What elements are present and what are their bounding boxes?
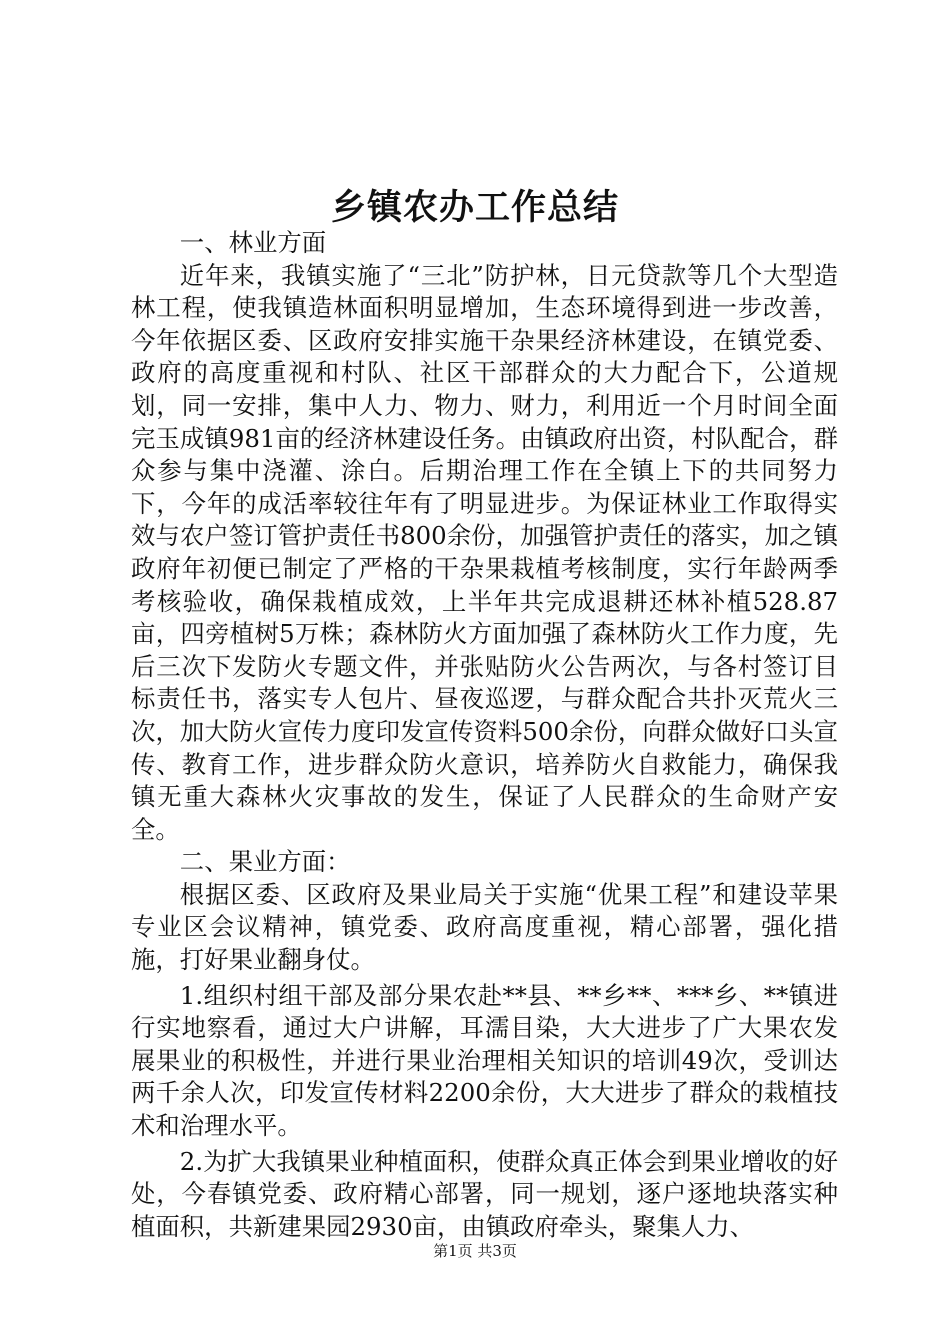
document-body: [131, 227, 838, 1243]
paragraph-fruit-item-1: 1.组织村组干部及部分果农赴**县、**乡**、***乡、**镇进行实地察看，通过大户讲解，耳濡目染，大大进步了广大果农发展果业的积极性，并进行果业治理相关知识的培训49次，受训达两千余人次，印发宣传材料2200余份，大大进步了群众的栽植技术和治理水平。: [131, 980, 838, 1141]
paragraph-fruit-intro: 根据区委、区政府及果业局关于实施“优果工程”和建设苹果专业区会议精神，镇党委、政府高度重视，精心部署，强化措施，打好果业翻身仗。: [131, 879, 838, 975]
paragraph-fruit-item-2: 2.为扩大我镇果业种植面积，使群众真正体会到果业增收的好处，今春镇党委、政府精心部署，同一规划，逐户逐地块落实种植面积，共新建果园2930亩，由镇政府牵头，聚集人力、: [131, 1146, 838, 1241]
section-heading-fruit: 二、果业方面：: [179, 847, 351, 877]
paragraph-forestry-summary: 近年来，我镇实施了“三北”防护林，日元贷款等几个大型造林工程，使我镇造林面积明显增加，生态环境得到进一步改善，今年依据区委、区政府安排实施干杂果经济林建设，在镇党委、政府的高度重视和村队、社区干部群众的大力配合下，公道规划，同一安排，集中人力、物力、财力，利用近一个月时间全面完玉成镇981亩的经济林建设任务。由镇政府出资，村队配合，群众参与集中浇灌、涂白。后期治理工作在全镇上下的共同努力下，今年的成活率较往年有了明显进步。为保证林业工作取得实效与农户签订管护责任书800余份，加强管护责任的落实，加之镇政府年初便已制定了严格的干杂果栽植考核制度，实行年龄两季考核验收，确保栽植成效，上半年共完成退耕还林补植528.87亩，四旁植树5万株；森林防火方面加强了森林防火工作力度，先后三次下发防火专题文件，并张贴防火公告两次，与各村签订目标责任书，落实专人包片、昼夜巡逻，与群众配合共扑灭荒火三次，加大防火宣传力度印发宣传资料500余份，向群众做好口头宣传、教育工作，进步群众防火意识，培养防火自救能力，确保我镇无重大森林火灾事故的发生，保证了人民群众的生命财产安全。: [131, 260, 838, 844]
page-number-footer: 第1页 共3页: [433, 1242, 517, 1260]
document-title: 乡镇农办工作总结: [330, 187, 619, 228]
section-heading-forestry: 一、林业方面: [179, 228, 327, 257]
